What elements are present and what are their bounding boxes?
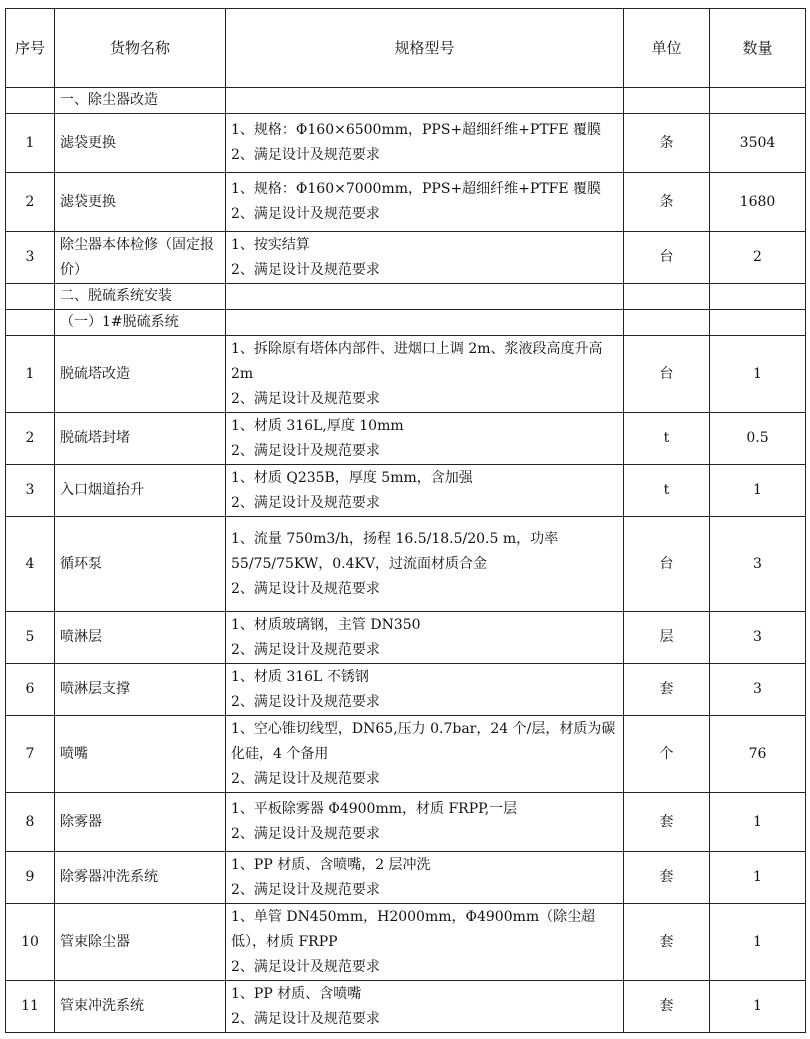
row-name: 管束冲洗系统	[55, 981, 226, 1033]
spec-line-2: 2、满足设计及规范要求	[231, 580, 380, 597]
row-unit: 套	[624, 904, 710, 981]
row-no: 8	[6, 793, 55, 852]
row-unit: t	[624, 413, 710, 465]
table-row	[6, 852, 806, 904]
row-no: 3	[6, 232, 55, 284]
row-no: 6	[6, 664, 55, 716]
row-qty: 1	[710, 465, 806, 517]
row-spec	[226, 465, 624, 517]
row-unit: 台	[624, 517, 710, 612]
document-page	[5, 8, 806, 1033]
header-name: 货物名称	[55, 9, 226, 88]
row-name: 入口烟道抬升	[55, 465, 226, 517]
row-no: 7	[6, 716, 55, 793]
spec-line-1: 1、流量 750m3/h，扬程 16.5/18.5/20.5 m，功率 55/75/75KW，0.4KV，过流面材质合金	[231, 530, 559, 572]
row-spec	[226, 413, 624, 465]
row-spec	[226, 793, 624, 852]
spec-line-2: 2、满足设计及规范要求	[231, 442, 380, 459]
row-unit: 套	[624, 852, 710, 904]
spec-line-2: 2、满足设计及规范要求	[231, 958, 380, 975]
row-qty: 3	[710, 664, 806, 716]
row-spec	[226, 664, 624, 716]
row-name: 脱硫塔改造	[55, 336, 226, 413]
row-qty: 0.5	[710, 413, 806, 465]
row-unit: 条	[624, 173, 710, 232]
row-no: 1	[6, 336, 55, 413]
header-unit: 单位	[624, 9, 710, 88]
section-row	[6, 284, 806, 310]
table-row	[6, 232, 806, 284]
spec-line-1: 1、材质玻璃钢，主管 DN350	[231, 616, 421, 633]
row-spec	[226, 517, 624, 612]
row-unit: 台	[624, 232, 710, 284]
row-name: 脱硫塔封堵	[55, 413, 226, 465]
row-unit: t	[624, 465, 710, 517]
row-spec	[226, 904, 624, 981]
row-spec	[226, 173, 624, 232]
spec-line-1: 1、拆除原有塔体内部件、进烟口上调 2m、浆液段高度升高 2m	[231, 340, 603, 382]
row-name: 除尘器本体检修（固定报价）	[55, 232, 226, 284]
spec-line-1: 1、材质 316L,厚度 10mm	[231, 417, 404, 434]
spec-line-1: 1、材质 316L 不锈钢	[231, 668, 369, 685]
row-no: 4	[6, 517, 55, 612]
table-row	[6, 793, 806, 852]
table-row	[6, 904, 806, 981]
row-spec	[226, 232, 624, 284]
spec-line-2: 2、满足设计及规范要求	[231, 826, 380, 842]
table-row	[6, 114, 806, 173]
subsection-row	[6, 310, 806, 336]
row-spec	[226, 114, 624, 173]
row-no: 1	[6, 114, 55, 173]
row-unit: 套	[624, 981, 710, 1033]
section-title: 一、除尘器改造	[55, 88, 226, 114]
table-row	[6, 612, 806, 664]
row-qty: 1	[710, 336, 806, 413]
row-no: 2	[6, 173, 55, 232]
table-row	[6, 413, 806, 465]
row-qty: 3504	[710, 114, 806, 173]
table-row	[6, 664, 806, 716]
row-qty: 2	[710, 232, 806, 284]
row-no: 11	[6, 981, 55, 1033]
spec-line-2: 2、满足设计及规范要求	[231, 390, 380, 407]
row-spec	[226, 612, 624, 664]
row-name: 滤袋更换	[55, 173, 226, 232]
goods-table	[5, 8, 806, 1033]
row-qty: 76	[710, 716, 806, 793]
row-no: 3	[6, 465, 55, 517]
row-qty: 1680	[710, 173, 806, 232]
header-row	[6, 9, 806, 88]
header-spec: 规格型号	[226, 9, 624, 88]
header-no: 序号	[6, 9, 55, 88]
spec-line-1: 1、PP 材质、含喷嘴	[231, 985, 362, 1002]
row-name: 喷淋层支撑	[55, 664, 226, 716]
spec-line-1: 1、单管 DN450mm，H2000mm，Φ4900mm（除尘超低），材质 FRPP	[231, 908, 596, 950]
row-name: 管束除尘器	[55, 904, 226, 981]
row-unit: 套	[624, 664, 710, 716]
spec-line-2: 2、满足设计及规范要求	[231, 147, 380, 163]
spec-line-2: 2、满足设计及规范要求	[231, 1010, 380, 1027]
table-row	[6, 716, 806, 793]
row-qty: 3	[710, 612, 806, 664]
spec-line-2: 2、满足设计及规范要求	[231, 494, 380, 511]
row-name: 循环泵	[55, 517, 226, 612]
row-spec	[226, 981, 624, 1033]
spec-line-1: 1、平板除雾器 Φ4900mm，材质 FRPP,一层	[231, 801, 518, 817]
row-unit: 条	[624, 114, 710, 173]
section-title: 二、脱硫系统安装	[55, 284, 226, 310]
spec-line-2: 2、满足设计及规范要求	[231, 641, 380, 658]
row-no: 5	[6, 612, 55, 664]
row-spec	[226, 336, 624, 413]
row-qty: 1	[710, 793, 806, 852]
spec-line-2: 2、满足设计及规范要求	[231, 206, 380, 222]
section-row	[6, 88, 806, 114]
spec-line-1: 1、按实结算	[231, 236, 310, 253]
row-qty: 1	[710, 904, 806, 981]
row-no: 10	[6, 904, 55, 981]
row-name: 喷淋层	[55, 612, 226, 664]
spec-line-1: 1、空心锥切线型，DN65,压力 0.7bar，24 个/层，材质为碳化硅，4 个备用	[231, 720, 616, 762]
spec-line-1: 1、材质 Q235B，厚度 5mm，含加强	[231, 469, 473, 486]
subsection-title: （一）1#脱硫系统	[55, 310, 226, 336]
row-spec	[226, 716, 624, 793]
spec-line-2: 2、满足设计及规范要求	[231, 693, 380, 710]
row-no: 2	[6, 413, 55, 465]
header-qty: 数量	[710, 9, 806, 88]
row-no: 9	[6, 852, 55, 904]
table-row	[6, 517, 806, 612]
row-qty: 1	[710, 852, 806, 904]
spec-line-2: 2、满足设计及规范要求	[231, 261, 380, 278]
table-row	[6, 173, 806, 232]
spec-line-2: 2、满足设计及规范要求	[231, 770, 380, 787]
table-row	[6, 465, 806, 517]
row-qty: 1	[710, 981, 806, 1033]
row-unit: 个	[624, 716, 710, 793]
row-unit: 台	[624, 336, 710, 413]
row-name: 滤袋更换	[55, 114, 226, 173]
table-row	[6, 981, 806, 1033]
row-name: 喷嘴	[55, 716, 226, 793]
spec-line-1: 1、规格：Φ160×7000mm，PPS+超细纤维+PTFE 覆膜	[231, 181, 602, 197]
row-unit: 层	[624, 612, 710, 664]
spec-line-2: 2、满足设计及规范要求	[231, 881, 380, 898]
row-unit: 套	[624, 793, 710, 852]
table-row	[6, 336, 806, 413]
row-qty: 3	[710, 517, 806, 612]
spec-line-1: 1、PP 材质、含喷嘴，2 层冲洗	[231, 856, 431, 873]
row-name: 除雾器	[55, 793, 226, 852]
spec-line-1: 1、规格：Φ160×6500mm，PPS+超细纤维+PTFE 覆膜	[231, 122, 602, 138]
row-name: 除雾器冲洗系统	[55, 852, 226, 904]
row-spec	[226, 852, 624, 904]
